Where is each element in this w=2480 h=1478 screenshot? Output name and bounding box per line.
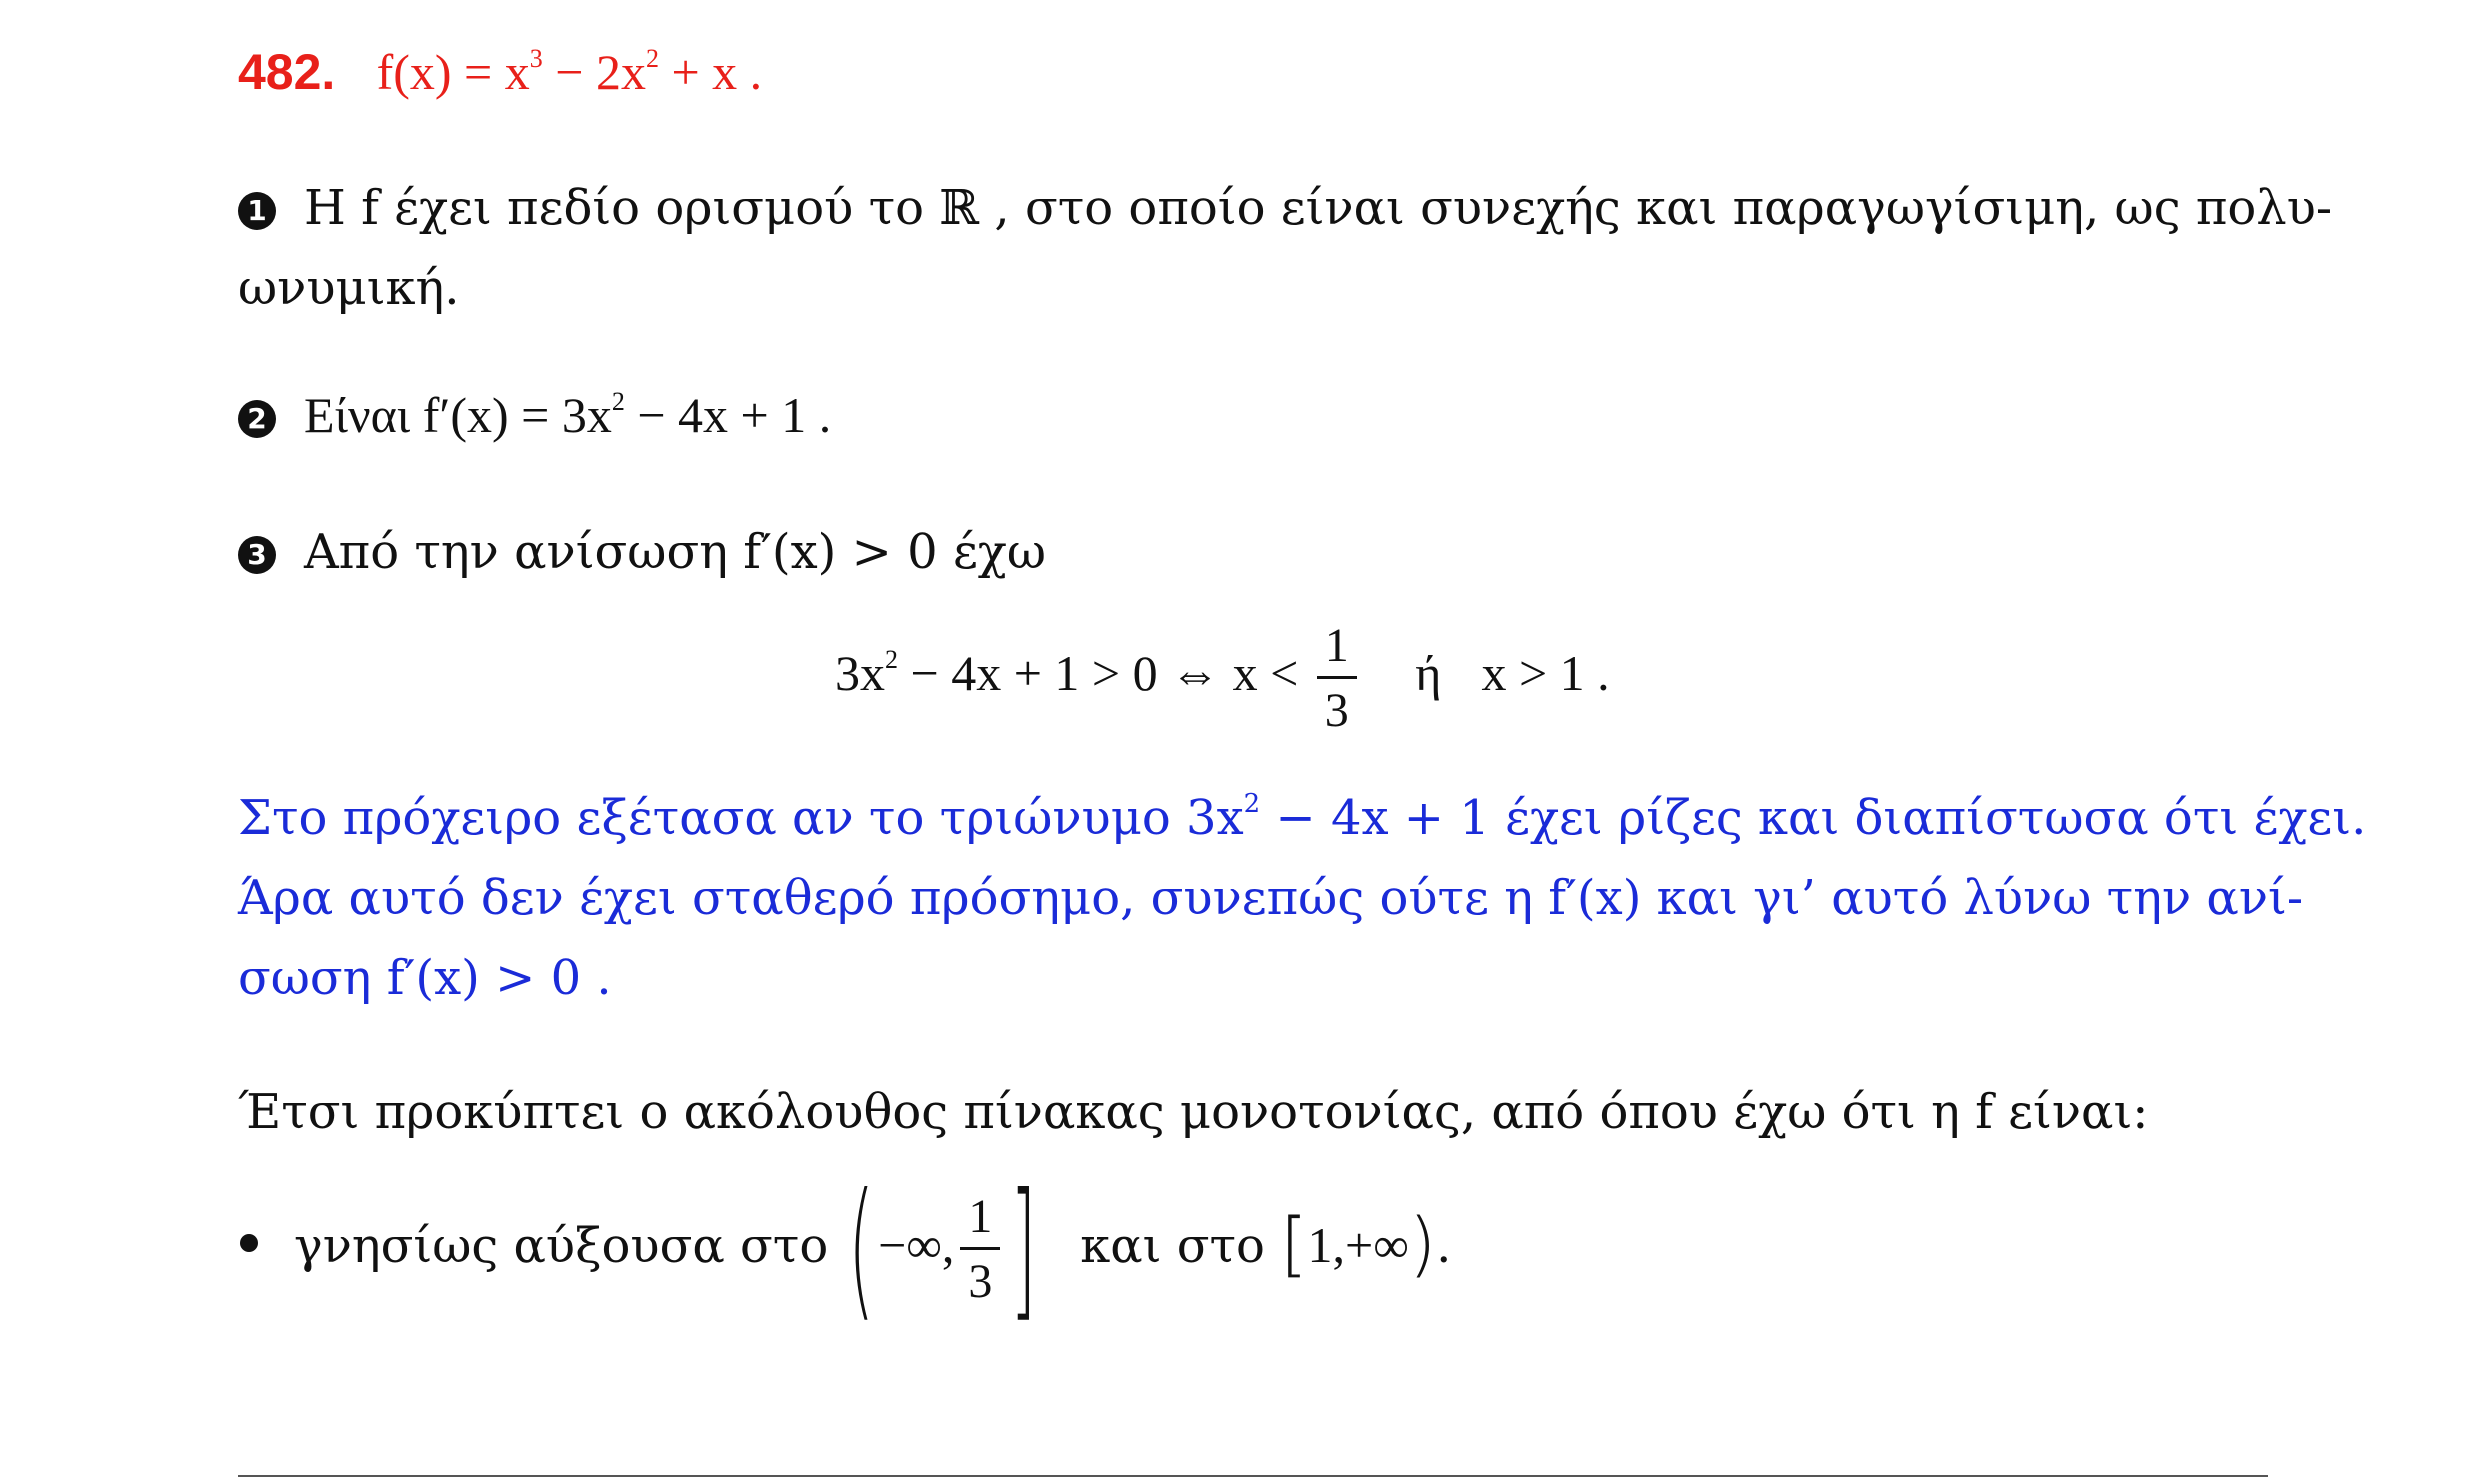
step-marker-2: 2	[238, 400, 276, 438]
step-1	[238, 178, 2332, 238]
note-line-1: Στο πρόχειρο εξέτασα αν το τριώνυμο $3x^2 - 4x + 1$ έχει ρίζες και διαπίστωσα ότι έχει.	[238, 789, 2367, 846]
step-1-text-line1: Η f έχει πεδίο ορισμού το ℝ , στο οποίο είναι συνεχής και παραγωγίσιμη, ως πολυ-	[304, 180, 2333, 236]
problem-header	[238, 42, 762, 103]
inequality-display: $3x^2 - 4x + 1 > 0$ ⇔ x < $\frac{1}{3}$ ή x > 1 .	[835, 619, 1610, 738]
step-1-text-line2: ωνυμική.	[238, 260, 460, 316]
problem-function: $f(x) = x^3 - 2x^2 + x$ .	[376, 44, 763, 100]
conclusion-text: Έτσι προκύπτει ο ακόλουθος πίνακας μονοτονίας, από όπου έχω ότι η f είναι:	[238, 1084, 2149, 1140]
bullet-dot	[240, 1234, 258, 1252]
step-marker-3: 3	[238, 536, 276, 574]
problem-number: 482.	[238, 44, 336, 100]
note-line-2: Άρα αυτό δεν έχει σταθερό πρόσημο, συνεπώς ούτε η f′(x) και γι’ αυτό λύνω την ανί-	[238, 870, 2304, 926]
bottom-rule	[238, 1475, 2268, 1477]
step-3	[238, 522, 1046, 582]
step-2: 2 Είναι $f'(x) = 3x^2 - 4x + 1$ .	[238, 385, 831, 445]
fraction-one-third-interval: $\frac{1}{3}$	[960, 1193, 1000, 1306]
step-3-text: Από την ανίσωση f′(x) > 0 έχω	[304, 524, 1047, 580]
note-line-3: σωση f′(x) > 0 .	[238, 950, 612, 1006]
step-marker-1: 1	[238, 192, 276, 230]
fraction-one-third: $\frac{1}{3}$	[1317, 622, 1357, 735]
monotonicity-bullet: γνησίως αύξουσα στο (−∞, $\frac{1}{3}$ ] και στο [1,+∞).	[240, 1190, 1451, 1306]
step-1-continuation	[238, 258, 460, 318]
